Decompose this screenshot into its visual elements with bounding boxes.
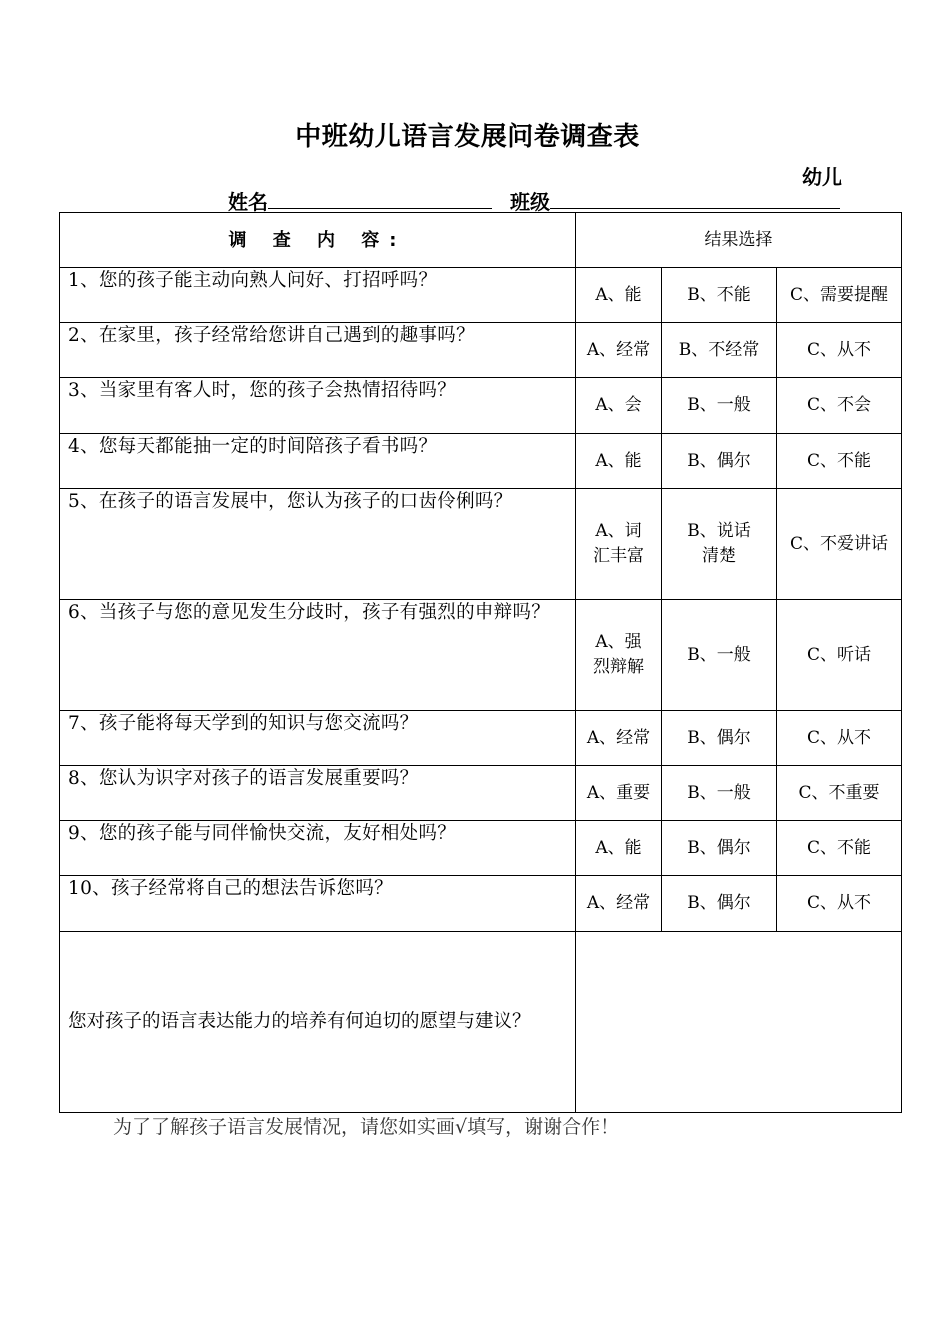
option-b[interactable]: B、说话清楚 [662,489,777,600]
wish-question-text: 您对孩子的语言表达能力的培养有何迫切的愿望与建议？ [60,932,576,1113]
option-c[interactable]: C、从不 [777,711,902,766]
option-b[interactable]: B、不能 [662,268,777,323]
option-a[interactable]: A、经常 [576,323,662,378]
option-a[interactable]: A、词汇丰富 [576,489,662,600]
table-row [60,876,902,932]
option-c[interactable]: C、不能 [777,821,902,876]
name-label: 姓名 [228,190,268,214]
question-text: 10、孩子经常将自己的想法告诉您吗？ [60,876,576,932]
option-b[interactable]: B、偶尔 [662,876,777,932]
question-text: 5、在孩子的语言发展中，您认为孩子的口齿伶俐吗？ [60,489,576,600]
child-label: 幼儿 [802,165,842,189]
survey-table [59,212,902,1113]
question-text: 8、您认为识字对孩子的语言发展重要吗？ [60,766,576,821]
question-text: 6、当孩子与您的意见发生分歧时，孩子有强烈的申辩吗？ [60,600,576,711]
table-header-row [60,213,902,268]
option-b[interactable]: B、偶尔 [662,434,777,489]
option-a[interactable]: A、经常 [576,711,662,766]
table-row [60,434,902,489]
wish-row [60,932,902,1113]
class-label: 班级 [510,190,550,214]
option-a[interactable]: A、会 [576,378,662,434]
option-c[interactable]: C、不能 [777,434,902,489]
name-class-line [228,186,840,215]
question-text: 1、您的孩子能主动向熟人问好、打招呼吗？ [60,268,576,323]
page-title: 中班幼儿语言发展问卷调查表 [295,122,640,152]
table-row [60,766,902,821]
option-c[interactable]: C、从不 [777,323,902,378]
option-a[interactable]: A、能 [576,434,662,489]
class-blank[interactable] [550,188,840,209]
question-text: 3、当家里有客人时，您的孩子会热情招待吗？ [60,378,576,434]
table-row [60,268,902,323]
option-b[interactable]: B、偶尔 [662,821,777,876]
option-c[interactable]: C、不爱讲话 [777,489,902,600]
option-c[interactable]: C、需要提醒 [777,268,902,323]
option-b[interactable]: B、一般 [662,600,777,711]
wish-answer-area[interactable] [576,932,902,1113]
question-text: 2、在家里，孩子经常给您讲自己遇到的趣事吗？ [60,323,576,378]
table-row [60,821,902,876]
header-result-choice: 结果选择 [576,213,902,268]
table-row [60,378,902,434]
table-row [60,711,902,766]
name-blank[interactable] [268,188,492,209]
table-row [60,323,902,378]
option-c[interactable]: C、从不 [777,876,902,932]
table-row [60,489,902,600]
option-b[interactable]: B、偶尔 [662,711,777,766]
option-c[interactable]: C、不会 [777,378,902,434]
option-b[interactable]: B、一般 [662,378,777,434]
table-row [60,600,902,711]
option-b[interactable]: B、一般 [662,766,777,821]
footer-note: 为了了解孩子语言发展情况，请您如实画√填写，谢谢合作！ [113,1116,620,1138]
option-a[interactable]: A、经常 [576,876,662,932]
option-b[interactable]: B、不经常 [662,323,777,378]
question-text: 4、您每天都能抽一定的时间陪孩子看书吗？ [60,434,576,489]
option-a[interactable]: A、重要 [576,766,662,821]
option-a[interactable]: A、能 [576,821,662,876]
option-a[interactable]: A、能 [576,268,662,323]
question-text: 7、孩子能将每天学到的知识与您交流吗？ [60,711,576,766]
option-a[interactable]: A、强烈辩解 [576,600,662,711]
header-survey-content: 调 查 内 容: [60,213,576,268]
option-c[interactable]: C、听话 [777,600,902,711]
option-c[interactable]: C、不重要 [777,766,902,821]
question-text: 9、您的孩子能与同伴愉快交流，友好相处吗？ [60,821,576,876]
